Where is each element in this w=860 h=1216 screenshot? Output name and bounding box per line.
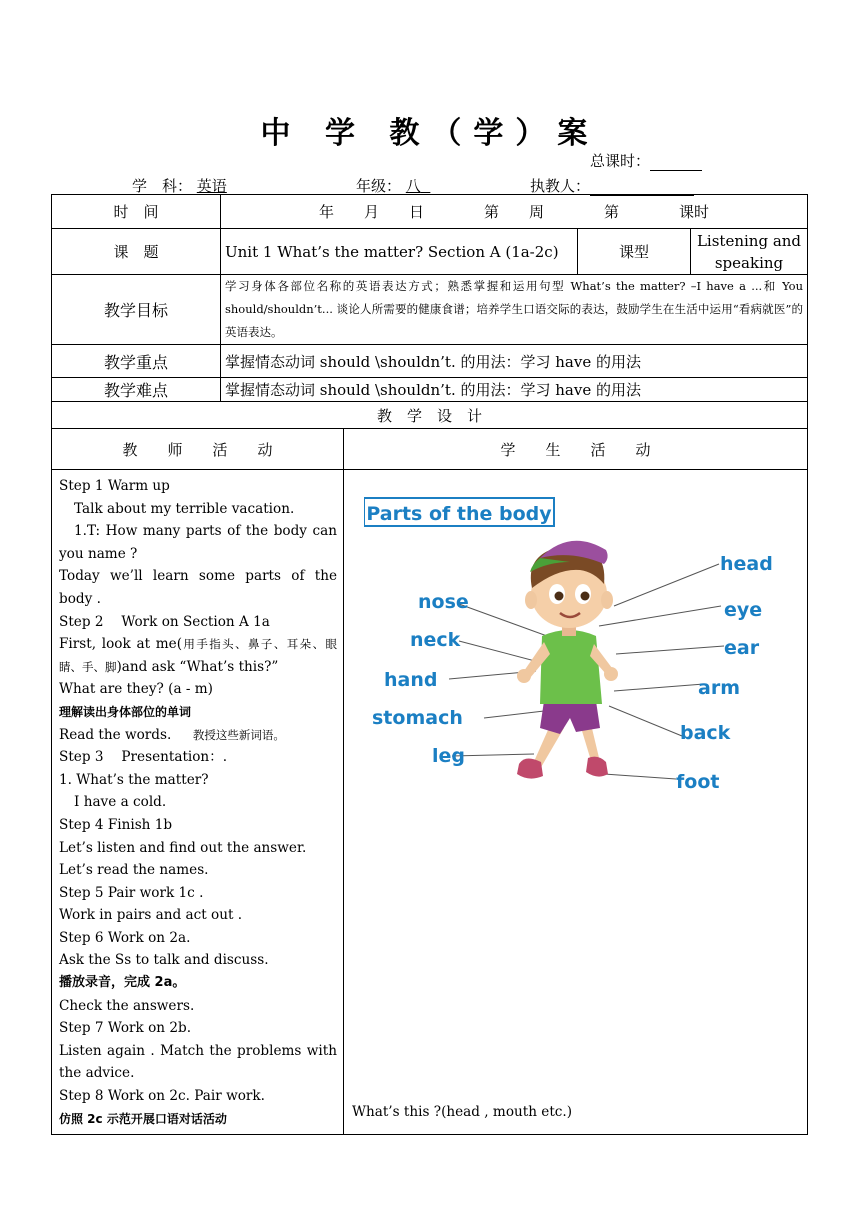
activity-line: 播放录音，完成 2a。	[59, 975, 186, 991]
activity-line: First, look at me(用手指头、鼻子、耳朵、眼睛、手、脚)and ask “What’s this?”	[59, 636, 338, 675]
step-8: Step 8 Work on 2c. Pair work.	[59, 1088, 265, 1105]
activity-line: Work in pairs and act out .	[59, 907, 243, 924]
page-title: 中 学 教（学）案	[260, 116, 600, 151]
activity-line: I have a cold.	[74, 794, 167, 811]
teacher-label: 执教人：	[530, 177, 591, 195]
time-label: 时 间	[52, 195, 221, 229]
total-periods-blank[interactable]	[650, 156, 702, 171]
teacher-activity-cell	[52, 470, 344, 1135]
label-arm: arm	[698, 677, 740, 699]
student-activity-cell	[344, 470, 808, 1135]
objective-value: 学习身体各部位名称的英语表达方式；熟悉掌握和运用句型 What’s the matter? –I have a ...和 You should/shouldn’t... 谈论人所需要的健康食谱；培养学生口语交际的表达，鼓励学生在生活中运用“看病就医”的英语表达。	[221, 275, 808, 345]
teacher-info	[530, 175, 694, 196]
total-periods-label: 总课时：	[590, 152, 651, 170]
subject-label: 学 科：	[132, 177, 193, 195]
label-foot: foot	[676, 771, 720, 793]
cartoon-boy	[517, 541, 618, 779]
grade-value: 八	[405, 177, 421, 195]
activity-line: Talk about my terrible vacation.	[74, 500, 295, 517]
activity-line: Let’s read the names.	[59, 862, 209, 879]
step-3: Step 3 Presentation：.	[59, 749, 228, 766]
step-7: Step 7 Work on 2b.	[59, 1020, 192, 1037]
total-periods	[590, 150, 702, 171]
time-value: 年 月 日 第 周 第 课时	[221, 195, 808, 229]
student-activity-heading: 学 生 活 动	[344, 429, 808, 470]
difficult-point-label: 教学难点	[52, 378, 221, 402]
key-point-label: 教学重点	[52, 345, 221, 378]
activity-line: 1.T: How many parts of the body can you name ?	[59, 523, 337, 562]
type-value: Listening and speaking	[691, 229, 808, 275]
key-point-value: 掌握情态动词 should \shouldn’t. 的用法：学习 have 的用法	[221, 345, 808, 378]
step-1: Step 1 Warm up	[59, 478, 170, 494]
activity-line: 1. What’s the matter?	[59, 771, 209, 788]
label-stomach: stomach	[372, 707, 463, 729]
activity-line: Listen again . Match the problems with the advice.	[59, 1042, 337, 1082]
student-activity-note: What’s this ?(head , mouth etc.)	[352, 1104, 573, 1121]
picture-title: Parts of the body	[366, 503, 552, 525]
topic-label: 课 题	[52, 229, 221, 275]
type-label: 课型	[578, 229, 691, 275]
activity-line: 仿照 2c 示范开展口语对话活动	[59, 1111, 227, 1126]
lesson-plan-table	[51, 194, 808, 1135]
grade-label: 年级：	[356, 177, 402, 195]
label-neck: neck	[410, 629, 461, 651]
step-4: Step 4 Finish 1b	[59, 816, 173, 833]
objective-label: 教学目标	[52, 275, 221, 345]
grade-info	[356, 175, 430, 196]
step-6: Step 6 Work on 2a.	[59, 929, 191, 946]
activity-line: Today we’ll learn some parts of the body .	[59, 568, 337, 607]
activity-line: 理解读出身体部位的单词	[59, 704, 192, 719]
difficult-point-value: 掌握情态动词 should \shouldn’t. 的用法：学习 have 的用法	[221, 378, 808, 402]
label-head: head	[720, 553, 773, 575]
activity-line: Read the words. 教授这些新词语。	[59, 726, 285, 743]
teacher-activity-heading: 教 师 活 动	[52, 429, 344, 470]
label-ear: ear	[724, 637, 760, 659]
design-heading: 教 学 设 计	[52, 402, 808, 429]
step-2: Step 2 Work on Section A 1a	[59, 613, 270, 630]
label-eye: eye	[724, 599, 763, 621]
label-nose: nose	[418, 591, 469, 613]
activity-line: Let’s listen and find out the answer.	[59, 839, 307, 856]
label-back: back	[680, 722, 731, 744]
topic-value: Unit 1 What’s the matter? Section A (1a-2c)	[221, 229, 578, 275]
body-parts-illustration	[364, 496, 794, 796]
subject-value: 英语	[196, 177, 227, 195]
activity-line: What are they? (a - m)	[59, 681, 213, 698]
label-leg: leg	[432, 745, 465, 767]
step-5: Step 5 Pair work 1c .	[59, 884, 204, 901]
activity-line: Check the answers.	[59, 997, 195, 1014]
activity-line: Ask the Ss to talk and discuss.	[59, 952, 269, 969]
label-hand: hand	[384, 669, 438, 691]
subject-info	[132, 175, 227, 196]
